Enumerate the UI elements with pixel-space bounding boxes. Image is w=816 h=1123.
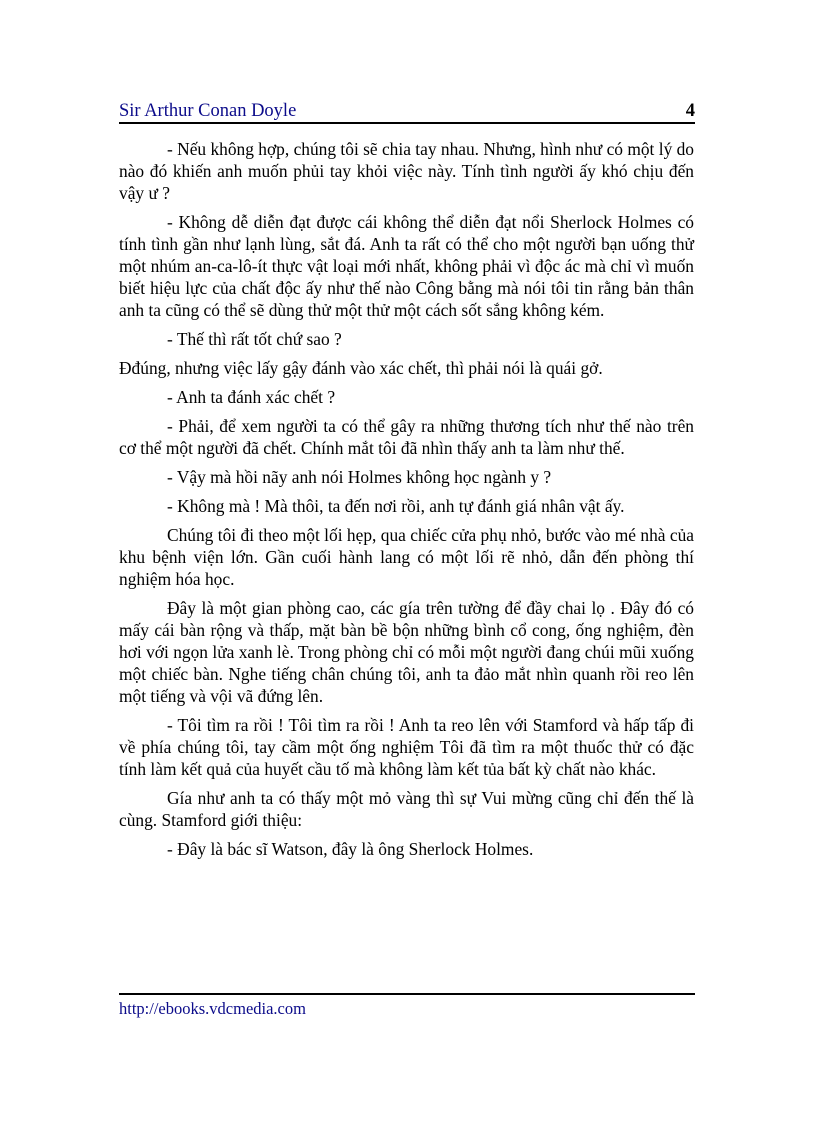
paragraph: - Phải, để xem người ta có thể gây ra những thương tích như thế nào trên cơ thể một người đã chết. Chính mắt tôi đã nhìn thấy anh ta làm như thế.: [119, 416, 694, 458]
paragraph: Gía như anh ta có thấy một mỏ vàng thì sự Vui mừng cũng chỉ đến thế là cùng. Stamford giới thiệu:: [119, 788, 694, 830]
paragraph: - Tôi tìm ra rồi ! Tôi tìm ra rồi ! Anh ta reo lên với Stamford và hấp tấp đi về phía chúng tôi, tay cầm một ống nghiệm Tôi đã tìm ra một thuốc thử có đặc tính làm kết quả của huyết cầu tố mà không làm kết tủa bất kỳ chất nào khác.: [119, 715, 694, 779]
paragraph: Chúng tôi đi theo một lối hẹp, qua chiếc cửa phụ nhỏ, bước vào mé nhà của khu bệnh viện lớn. Gần cuối hành lang có một lối rẽ nhỏ, dẫn đến phòng thí nghiệm hóa học.: [119, 525, 694, 589]
paragraph: - Vậy mà hồi nãy anh nói Holmes không học ngành y ?: [167, 467, 552, 487]
paragraph: - Không mà ! Mà thôi, ta đến nơi rồi, anh tự đánh giá nhân vật ấy.: [167, 496, 625, 516]
page-footer: [119, 993, 695, 1019]
header-author: Sir Arthur Conan Doyle: [119, 101, 297, 121]
paragraph: - Anh ta đánh xác chết ?: [167, 387, 336, 407]
body-text: [119, 138, 694, 867]
footer-link[interactable]: http://ebooks.vdcmedia.com: [119, 999, 306, 1018]
paragraph: - Không dễ diễn đạt được cái không thể diễn đạt nổi Sherlock Holmes có tính tình gần như lạnh lùng, sắt đá. Anh ta rất có thể cho một người bạn uống thử một nhúm an-ca-lô-ít thực vật loại mới nhất, không phải vì độc ác mà chỉ vì muốn biết hiệu lực của chất độc ấy như thế nào Công bằng mà nói tôi tin rằng bản thân anh ta cũng có thể sẽ dùng thử một thử một cách sốt sắng không kém.: [119, 212, 694, 320]
paragraph: - Thế thì rất tốt chứ sao ?: [167, 329, 342, 349]
page-number: 4: [685, 101, 695, 121]
paragraph: - Nếu không hợp, chúng tôi sẽ chia tay nhau. Nhưng, hình như có một lý do nào đó khiến anh muốn phủi tay khỏi việc này. Tính tình người ấy khó chịu đến vậy ư ?: [119, 139, 694, 203]
page-header: [119, 100, 695, 124]
paragraph: - Đây là bác sĩ Watson, đây là ông Sherlock Holmes.: [167, 839, 534, 859]
paragraph: Đây là một gian phòng cao, các gía trên tường để đầy chai lọ . Đây đó có mấy cái bàn rộng và thấp, mặt bàn bề bộn những bình cổ cong, ống nghiệm, đèn hơi với ngọn lửa xanh lè. Trong phòng chỉ có mỗi một người đang chúi mũi xuống một chiếc bàn. Nghe tiếng chân chúng tôi, anh ta đảo mắt nhìn quanh rồi reo lên một tiếng và vội vã đứng lên.: [119, 598, 694, 706]
paragraph: Đđúng, nhưng việc lấy gậy đánh vào xác chết, thì phải nói là quái gở.: [119, 358, 603, 378]
